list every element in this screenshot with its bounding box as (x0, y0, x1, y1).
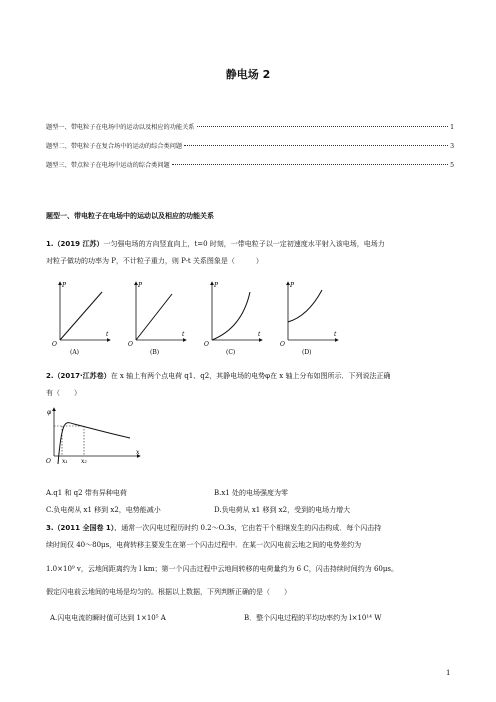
q2-graph-origin: O (46, 458, 51, 465)
question-3-option-b[interactable]: B．整个闪电过程的平均功率约为 l×10¹⁴ W (244, 614, 382, 622)
graph-a (52, 282, 110, 356)
toc-entry-text: 题型二、带电粒子在复合场中的运动的综合类问题 (46, 143, 183, 150)
question-3-line-1 (46, 520, 456, 536)
graph-b (128, 282, 186, 356)
graph-b-x-axis: t (182, 331, 185, 338)
graph-a-label: (A) (70, 349, 80, 356)
q2-graph-x-axis: x (136, 449, 140, 456)
graph-c-label: (C) (226, 349, 236, 356)
graph-d-label: (D) (302, 349, 312, 356)
toc-entry-text: 题型三、带点粒子在电场中运动的综合类问题 (46, 162, 170, 169)
question-3-line-4: 假定闪电前云地间的电场是均匀的。根据以上数据，下列判断正确的是（ ） (46, 588, 291, 596)
section-heading: 题型一、带电粒子在电场中的运动以及相应的功能关系 (46, 212, 214, 220)
toc-entry-3[interactable] (46, 160, 454, 169)
toc-entry-page: 5 (450, 162, 454, 169)
toc-entry-1[interactable] (46, 122, 454, 131)
question-3-line-3: 1.0×10⁹ v，云地间距离约为 l km；第一个闪击过程中云地间转移的电荷量约为 6 C，闪击持续时间约为 60μs。 (46, 565, 398, 573)
graph-b-origin: O (128, 341, 133, 348)
question-1-line-1 (46, 236, 456, 252)
graph-d-y-axis: P (290, 282, 295, 289)
graph-d-origin: O (280, 341, 285, 348)
graph-c-y-axis: P (214, 282, 219, 289)
toc-leader-dots (197, 126, 449, 127)
page-title: 静电场 2 (225, 68, 271, 81)
graph-a-y-axis: P (62, 282, 67, 289)
graph-a-origin: O (52, 341, 57, 348)
question-2-number: 2. (46, 372, 54, 380)
question-2-option-a[interactable]: A.q1 和 q2 带有异种电荷 (46, 489, 127, 497)
toc-entry-2[interactable] (46, 141, 454, 150)
q2-graph-x1: x₁ (62, 458, 68, 465)
toc-entry-page: 3 (450, 143, 454, 150)
question-2-option-b[interactable]: B.x1 处的电场强度为零 (214, 489, 288, 497)
q2-graph-y-axis: φ (47, 409, 52, 416)
q2-graph-x2: x₂ (81, 458, 87, 465)
graph-c-origin: O (204, 341, 209, 348)
question-1-graphs (46, 278, 346, 358)
question-2-option-d[interactable]: D.负电荷从 x1 移到 x2，受到的电场力增大 (214, 506, 351, 514)
question-3-source: （2011 全国卷 1）． (53, 524, 122, 532)
page-number: 1 (446, 669, 451, 677)
question-3-line-2: 续时间仅 40～80μs，电荷转移主要发生在第一个闪击过程中．在某一次闪电前云地之间的电势差约为 (46, 541, 362, 549)
question-2-line-2: 有（ ） (46, 389, 81, 397)
toc-leader-dots (172, 164, 448, 165)
toc-leader-dots (184, 145, 448, 146)
graph-c-x-axis: t (258, 331, 261, 338)
question-2-source: （2017·江苏卷） (53, 372, 111, 380)
question-2-line-1 (46, 368, 456, 384)
graph-a-x-axis: t (106, 331, 109, 338)
graph-c (204, 282, 262, 356)
question-3-number: 3. (46, 524, 54, 532)
question-1-text: 一匀强电场的方向竖直向上，t=0 时刻，一带电粒子以一定初速度水平射入该电场，电场力 (103, 240, 385, 248)
graph-d-x-axis: t (334, 331, 337, 338)
question-2-graph (44, 406, 144, 468)
question-1-number: 1. (46, 240, 54, 248)
graph-b-y-axis: P (138, 282, 143, 289)
question-2-option-c[interactable]: C.负电荷从 x1 移到 x2，电势能减小 (46, 506, 161, 514)
toc-entry-page: 1 (450, 124, 454, 131)
toc-entry-text: 题型一、带电粒子在电场中的运动以及相应的功能关系 (46, 124, 195, 131)
graph-b-label: (B) (150, 349, 160, 356)
question-3-text: 通常一次闪电过程历时约 0.2～O.3s，它由若干个相继发生的闪击构成．每个闪击持 (121, 524, 382, 532)
question-1-source: （2019 江苏） (53, 240, 104, 248)
graph-d (280, 282, 338, 356)
question-2-text: 在 x 轴上有两个点电荷 q1、q2，其静电场的电势φ在 x 轴上分布如图所示．下列说法正确 (110, 372, 391, 380)
question-1-line-2: 对粒子做功的功率为 P，不计粒子重力，则 P-t 关系图象是（ ） (46, 257, 263, 265)
question-3-option-a[interactable]: A.闪电电流的瞬时值可达到 1×10⁵ A (50, 614, 166, 622)
